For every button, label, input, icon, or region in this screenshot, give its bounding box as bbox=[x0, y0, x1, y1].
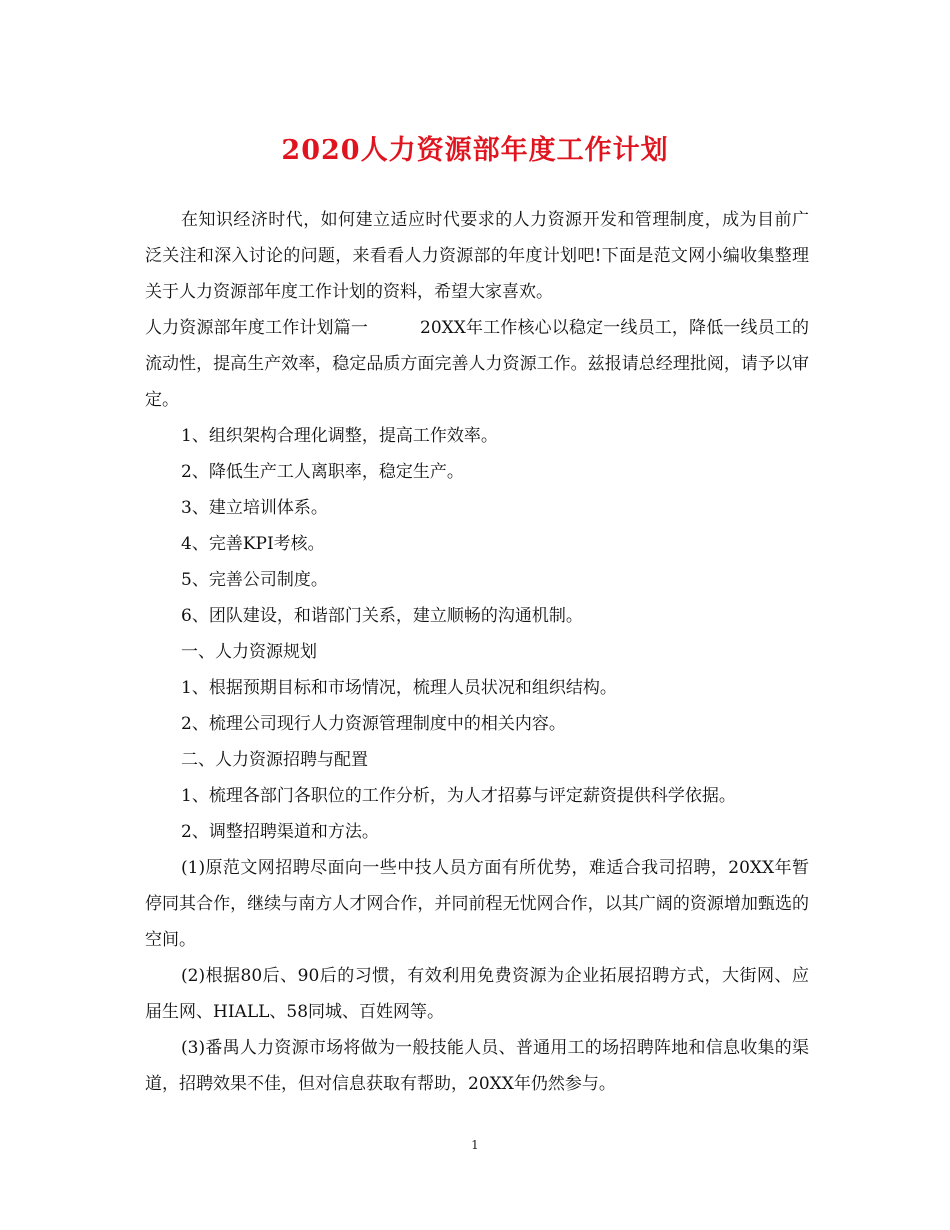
goal-item-5: 5、完善公司制度。 bbox=[181, 570, 328, 590]
goal-item-1: 1、组织架构合理化调整，提高工作效率。 bbox=[181, 426, 498, 446]
intro-paragraph: 在知识经济时代，如何建立适应时代要求的人力资源开发和管理制度，成为目前广泛关注和深入讨论的问题，来看看人力资源部的年度计划吧!下面是范文网小编收集整理关于人力资源部年度工作计划的资料，希望大家喜欢。 bbox=[145, 210, 809, 302]
goal-item-4: 4、完善KPI考核。 bbox=[181, 534, 325, 554]
section-text: 20XX年工作核心以稳定一线员工，降低一线员工的流动性，提高生产效率，稳定品质方面完善人力资源工作。兹报请总经理批阅，请予以审定。 bbox=[145, 318, 809, 410]
document-title: 2020人力资源部年度工作计划 bbox=[281, 135, 669, 166]
document-body bbox=[145, 202, 809, 1102]
part2-sub-item-3: (3)番禺人力资源市场将做为一般技能人员、普通用工的场招聘阵地和信息收集的渠道，招聘效果不佳，但对信息获取有帮助，20XX年仍然参与。 bbox=[145, 1038, 809, 1094]
part1-item-1: 1、根据预期目标和市场情况，梳理人员状况和组织结构。 bbox=[181, 678, 617, 698]
goal-item-6: 6、团队建设，和谐部门关系，建立顺畅的沟通机制。 bbox=[181, 606, 583, 626]
section-paragraph bbox=[145, 310, 809, 418]
part1-heading: 一、人力资源规划 bbox=[181, 642, 317, 662]
part2-item-1: 1、梳理各部门各职位的工作分析，为人才招募与评定薪资提供科学依据。 bbox=[181, 786, 736, 806]
part2-sub-item-1: (1)原范文网招聘尽面向一些中技人员方面有所优势，难适合我司招聘，20XX年暂停同其合作，继续与南方人才网合作，并同前程无忧网合作，以其广阔的资源增加甄选的空间。 bbox=[145, 858, 809, 950]
page-number: 1 bbox=[471, 1138, 479, 1152]
part1-item-2: 2、梳理公司现行人力资源管理制度中的相关内容。 bbox=[181, 714, 566, 734]
part2-item-2: 2、调整招聘渠道和方法。 bbox=[181, 822, 379, 842]
goal-item-2: 2、降低生产工人离职率，稳定生产。 bbox=[181, 462, 464, 482]
part2-heading: 二、人力资源招聘与配置 bbox=[181, 750, 368, 770]
goal-item-3: 3、建立培训体系。 bbox=[181, 498, 328, 518]
part2-sub-item-2: (2)根据80后、90后的习惯，有效利用免费资源为企业拓展招聘方式，大街网、应届生网、HIALL、58同城、百姓网等。 bbox=[145, 966, 809, 1022]
section-label: 人力资源部年度工作计划篇一 bbox=[145, 318, 369, 338]
